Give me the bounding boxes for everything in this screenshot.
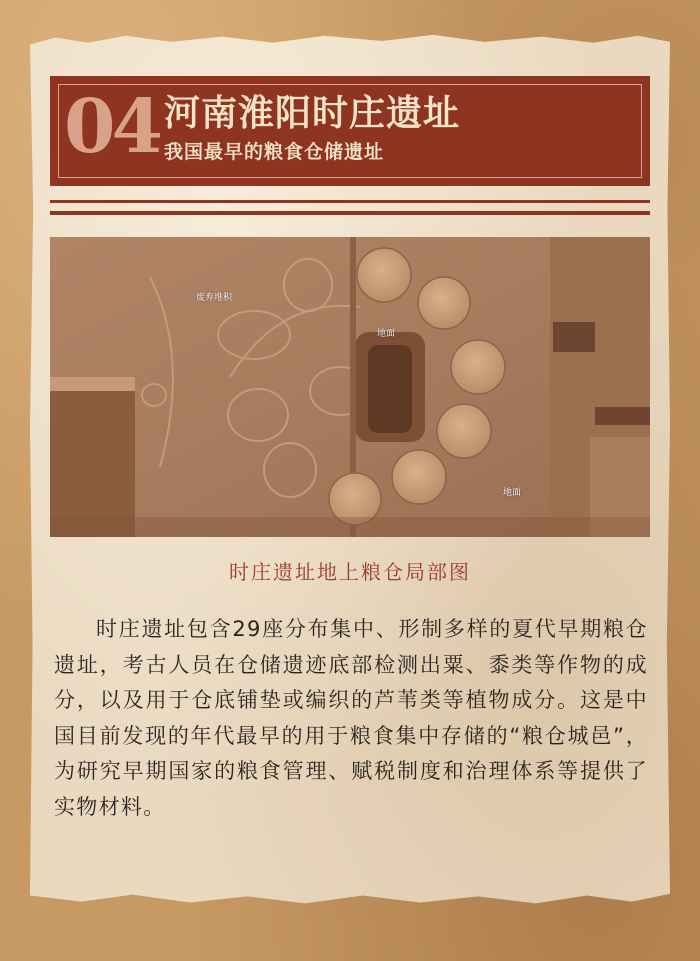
page-title: 河南淮阳时庄遗址: [164, 92, 461, 134]
label-waste-pile: 废弃堆积: [196, 293, 233, 303]
photo-caption: 时庄遗址地上粮仓局部图: [229, 560, 471, 584]
body-paragraph: 时庄遗址包含29座分布集中、形制多样的夏代早期粮仓遗址，考古人员在仓储遗迹底部检测出粟、黍类等作物的成分，以及用于仓底铺垫或编织的芦苇类等植物成分。这是中国目前发现的年代最早的用于粮食集中存储的“粮仓城邑”，为研究早期国家的粮食管理、赋税制度和治理体系等提供了实物材料。: [54, 617, 648, 819]
divider-line-top: [50, 200, 650, 203]
label-ground-center: 地面: [377, 329, 396, 339]
excavation-photo: [50, 237, 650, 537]
excavation-photo-drawing: [50, 237, 650, 537]
divider-line-bottom: [50, 211, 650, 215]
title-banner: [50, 76, 650, 186]
label-ground-right: 地面: [503, 488, 522, 498]
section-number: 04: [64, 84, 159, 170]
page-subtitle: 我国最早的粮食仓储遗址: [164, 141, 385, 163]
